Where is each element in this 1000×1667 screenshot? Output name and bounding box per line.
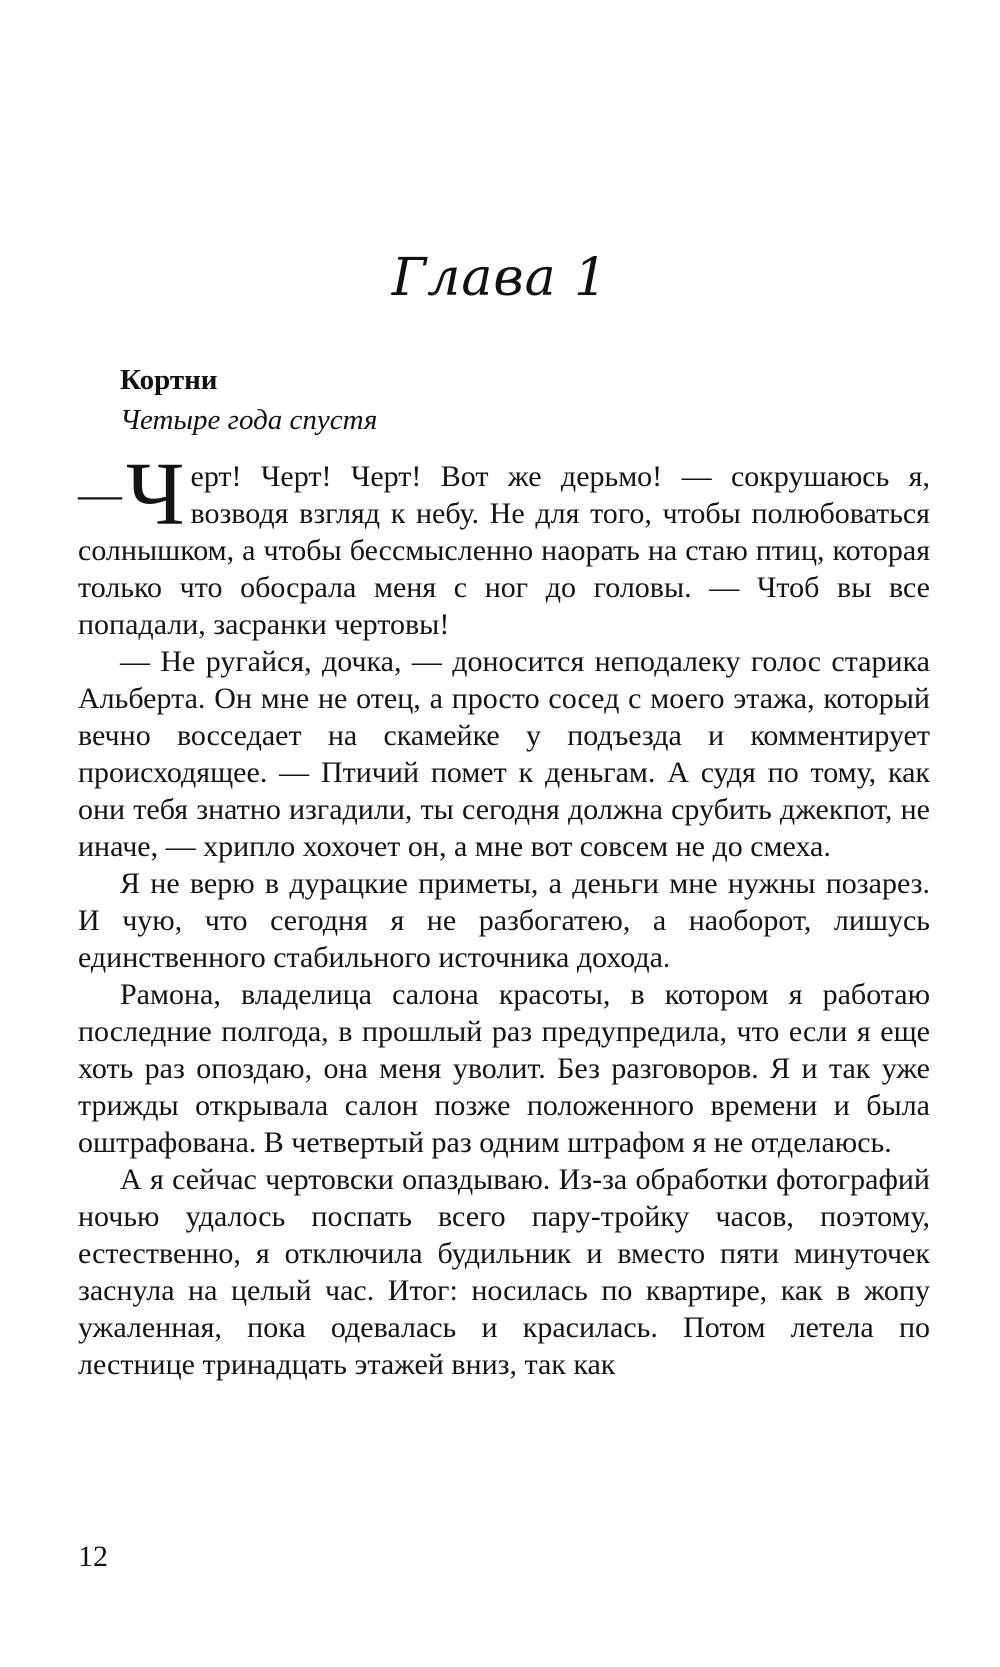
- paragraph: [78, 445, 930, 643]
- page-number: 12: [78, 1540, 108, 1573]
- drop-cap-dash: —: [78, 470, 122, 519]
- character-name: Кортни: [120, 364, 218, 396]
- body-text: [78, 445, 930, 1383]
- paragraph: Я не верю в дурацкие приметы, а деньги мне нужны позарез. И чую, что сегодня я не разбогатею, а наоборот, лишусь единственного стабильного источника дохода.: [78, 867, 930, 974]
- chapter-title: Глава 1: [391, 248, 609, 308]
- drop-cap: [78, 445, 185, 544]
- paragraph: Рамона, владелица салона красоты, в котором я работаю последние полгода, в прошлый раз предупредила, что если я еще хоть раз опоздаю, она меня уволит. Без разговоров. Я и так уже трижды открывала салон позже положенного времени и была оштрафована. В четвертый раз одним штрафом я не отделаюсь.: [78, 978, 930, 1159]
- paragraph-text: ерт! Черт! Черт! Вот же дерьмо! — сокрушаюсь я, возводя взгляд к небу. Не для того, чтобы полюбоваться солнышком, а чтобы бессмысленно наорать на стаю птиц, которая только что обосрала меня с ног до головы. — Чтоб вы все попадали, засранки чертовы!: [78, 460, 930, 641]
- time-note: Четыре года спустя: [120, 404, 378, 436]
- paragraph: А я сейчас чертовски опаздываю. Из-за обработки фотографий ночью удалось поспать всего пару-тройку часов, поэтому, естественно, я отключила будильник и вместо пяти минуточек заснула на целый час. Итог: носилась по квартире, как в жопу ужаленная, пока одевалась и красилась. Потом летела по лестнице тринадцать этажей вниз, так как: [78, 1163, 930, 1381]
- drop-cap-letter: Ч: [126, 445, 185, 544]
- paragraph: — Не ругайся, дочка, — доносится неподалеку голос старика Альберта. Он мне не отец, а просто сосед с моего этажа, который вечно восседает на скамейке у подъезда и комментирует происходящее. — Птичий помет к деньгам. А судя по тому, как они тебя знатно изгадили, ты сегодня должна срубить джекпот, не иначе, — хрипло хохочет он, а мне вот совсем не до смеха.: [78, 645, 930, 863]
